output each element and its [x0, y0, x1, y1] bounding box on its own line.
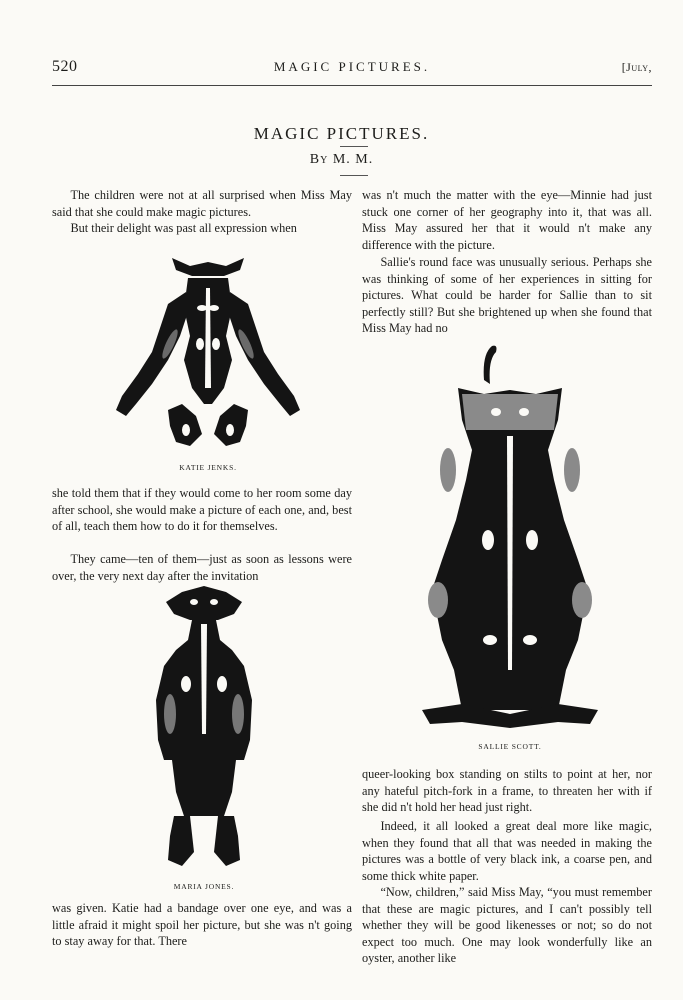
running-title: MAGIC PICTURES. [273, 59, 431, 74]
katie-jenks-inkblot [108, 248, 308, 460]
header-rule [52, 85, 652, 86]
page-header [52, 58, 652, 82]
maria-jones-caption: MARIA JONES. [173, 882, 235, 891]
left-paragraph-2: But their delight was past all expression when [70, 221, 297, 235]
left-paragraph-4: They came—ten of them—just as soon as lessons were over, the very next day after the invitation [52, 552, 352, 583]
right-paragraph-2: Sallie's round face was unusually serious. Perhaps she was thinking of some of her experiences in sitting for pictures. What could be harder for Sallie than to sit perfectly still? But she brightened up when she found that Miss May had no [362, 255, 652, 336]
running-month: [July, [621, 60, 652, 74]
right-paragraph-5: “Now, children,” said Miss May, “you must remember that these are magic pictures, and I can't possibly tell whether they will be good likenesses or not; so do not expect too much. One may look wonderfully like an oyster, another like [362, 885, 652, 966]
maria-jones-inkblot [148, 584, 260, 876]
left-paragraph-5: was given. Katie had a bandage over one eye, and was a little afraid it might spoil her picture, but she was n't going to stay away for that. There [52, 901, 352, 949]
right-paragraph-3: queer-looking box standing on stilts to point at her, nor any hateful pitch-fork in a frame, to threaten her with if she did n't hold her head just right. [362, 767, 652, 815]
right-paragraph-1: was n't much the matter with the eye—Minnie had just stuck one corner of her geography into it, that was all. Miss May assured her that it would n't make any difference with the picture. [362, 188, 652, 252]
left-paragraph-3: she told them that if they would come to her room some day after school, she would make a picture of each one, and, best of all, teach them how to do it for themselves. [52, 486, 352, 534]
katie-jenks-caption: KATIE JENKS. [179, 463, 237, 472]
left-paragraph-1: The children were not at all surprised when Miss May said that she could make magic pictures. [52, 188, 352, 219]
article-title: MAGIC PICTURES. [253, 124, 430, 143]
right-paragraph-4: Indeed, it all looked a great deal more like magic, when they found that all that was needed in making the pictures was a bottle of very black ink, a coarse pen, and some thick white paper. [362, 819, 652, 883]
byline-rule [340, 175, 368, 176]
page-number: 520 [52, 58, 78, 75]
article-byline: By M. M. [309, 152, 374, 167]
title-rule [340, 146, 368, 147]
sallie-scott-inkblot [418, 340, 602, 736]
sallie-scott-caption: SALLIE SCOTT. [478, 742, 542, 751]
